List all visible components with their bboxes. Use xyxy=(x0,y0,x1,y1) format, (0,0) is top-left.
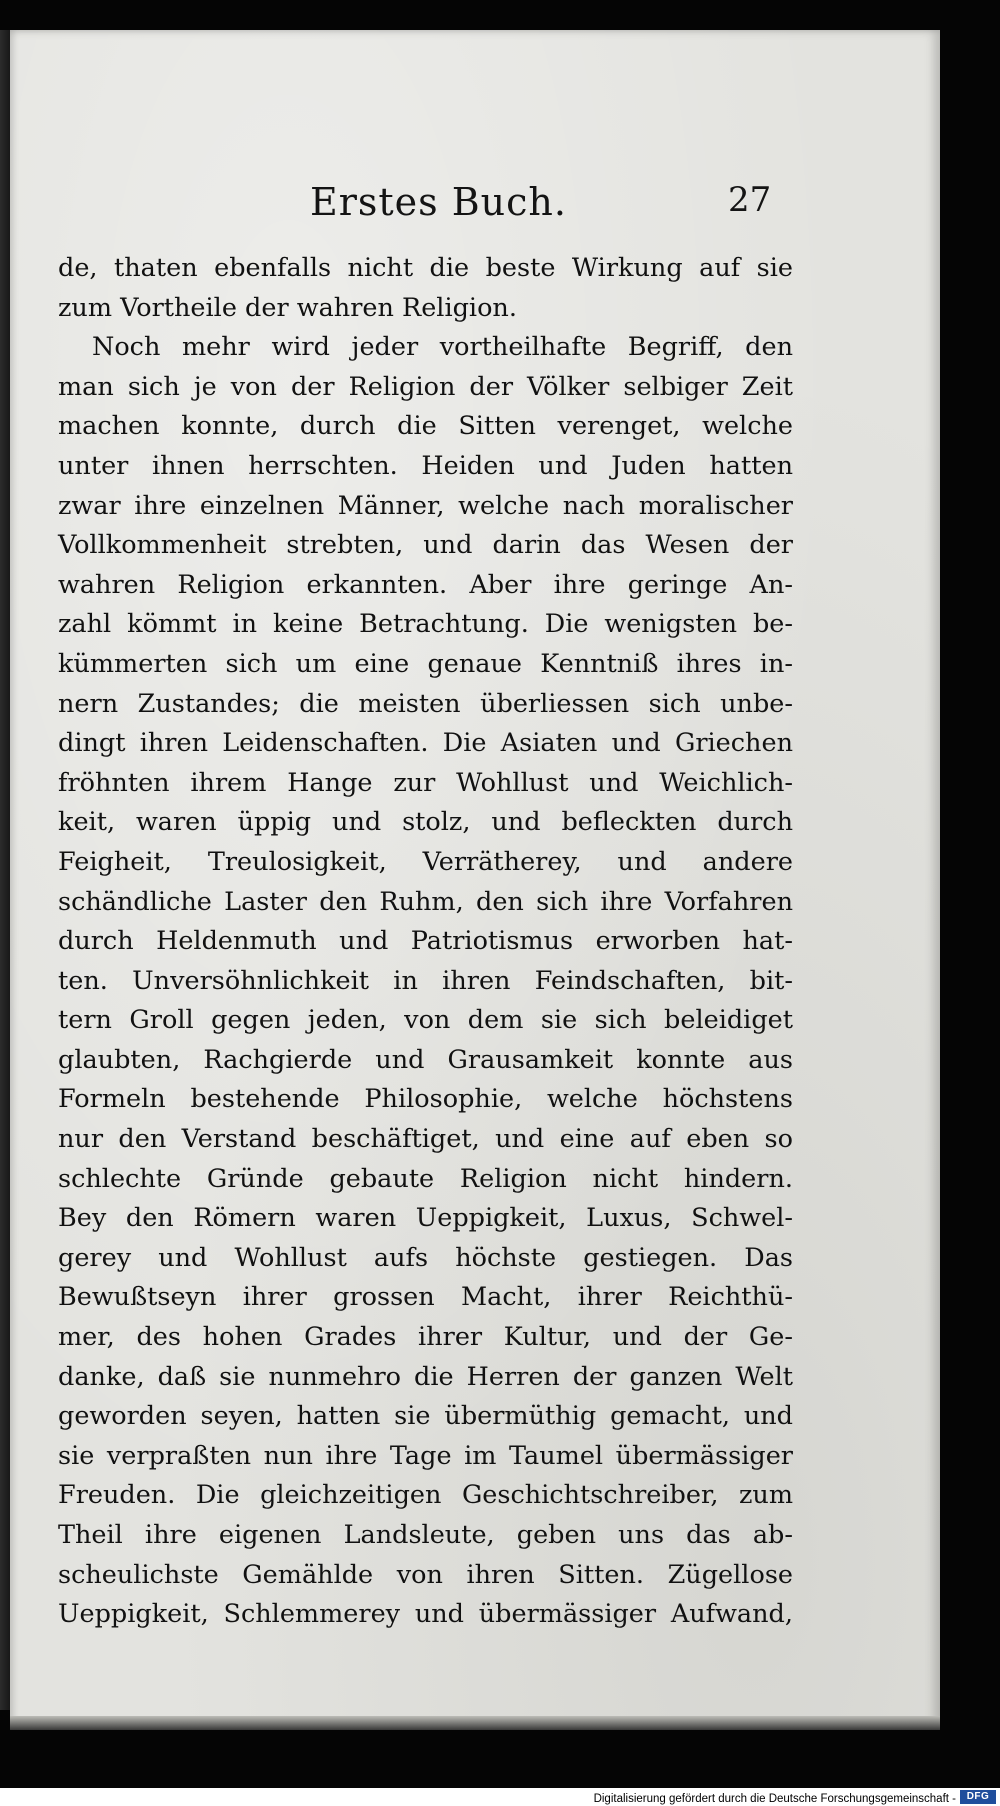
text-line: fröhnten ihrem Hange zur Wohllust und Weichlich- xyxy=(58,767,793,798)
dfg-logo-icon: DFG xyxy=(960,1790,996,1804)
page-header xyxy=(10,180,940,230)
text-line: Feigheit, Treulosigkeit, Verrätherey, und andere xyxy=(58,846,793,877)
text-line: Freuden. Die gleichzeitigen Geschichtschreiber, zum xyxy=(58,1480,793,1511)
text-line: durch Heldenmuth und Patriotismus erworben hat- xyxy=(58,926,793,957)
text-line: nur den Verstand beschäftiget, und eine auf eben so xyxy=(58,1124,793,1155)
running-head: Erstes Buch. xyxy=(310,180,567,224)
text-line: sie verpraßten nun ihre Tage im Taumel übermässiger xyxy=(58,1440,793,1471)
text-line: mer, des hohen Grades ihrer Kultur, und der Ge- xyxy=(58,1322,793,1353)
text-line: Bewußtseyn ihrer grossen Macht, ihrer Reichthü- xyxy=(58,1282,793,1313)
text-line: ten. Unversöhnlichkeit in ihren Feindschaften, bit- xyxy=(58,965,793,996)
text-line: Formeln bestehende Philosophie, welche höchstens xyxy=(58,1084,793,1115)
body-text xyxy=(58,249,793,1635)
text-line: machen konnte, durch die Sitten verenget, welche xyxy=(58,411,793,442)
text-line: Noch mehr wird jeder vortheilhafte Begriff, den xyxy=(92,332,793,363)
text-line: Theil ihre eigenen Landsleute, geben uns das ab- xyxy=(58,1520,793,1550)
text-line: glaubten, Rachgierde und Grausamkeit konnte aus xyxy=(58,1044,793,1075)
text-line: schändliche Laster den Ruhm, den sich ihre Vorfahren xyxy=(58,886,793,917)
text-line: Bey den Römern waren Ueppigkeit, Luxus, Schwel- xyxy=(58,1203,793,1234)
text-line: danke, daß sie nunmehro die Herren der ganzen Welt xyxy=(58,1361,793,1392)
text-line: keit, waren üppig und stolz, und befleckten durch xyxy=(58,807,793,838)
text-line: Vollkommenheit strebten, und darin das Wesen der xyxy=(58,530,793,561)
text-line: de, thaten ebenfalls nicht die beste Wirkung auf sie xyxy=(58,253,793,283)
text-line: schlechte Gründe gebaute Religion nicht hindern. xyxy=(58,1163,793,1194)
page-number: 27 xyxy=(728,180,772,220)
text-line: zum Vortheile der wahren Religion. xyxy=(58,292,517,323)
text-line: geworden seyen, hatten sie übermüthig gemacht, und xyxy=(58,1401,793,1432)
text-line: zwar ihre einzelnen Männer, welche nach moralischer xyxy=(58,490,793,521)
page-bottom-edge xyxy=(10,1716,940,1730)
text-line: dingt ihren Leidenschaften. Die Asiaten und Griechen xyxy=(58,728,793,759)
book-page xyxy=(10,30,940,1730)
text-line: gerey und Wohllust aufs höchste gestiegen. Das xyxy=(58,1242,793,1273)
text-line: unter ihnen herrschten. Heiden und Juden hatten xyxy=(58,450,793,481)
funding-credit: Digitalisierung gefördert durch die Deutsche Forschungsgemeinschaft - xyxy=(593,1793,956,1805)
text-line: Ueppigkeit, Schlemmerey und übermässiger Aufwand, xyxy=(58,1599,793,1630)
digitization-footer xyxy=(0,1788,1000,1806)
text-line: tern Groll gegen jeden, von dem sie sich beleidiget xyxy=(58,1005,793,1036)
text-line: man sich je von der Religion der Völker selbiger Zeit xyxy=(58,371,793,402)
text-line: kümmerten sich um eine genaue Kenntniß ihres in- xyxy=(58,648,793,679)
text-line: wahren Religion erkannten. Aber ihre geringe An- xyxy=(58,569,793,600)
text-line: nern Zustandes; die meisten überliessen sich unbe- xyxy=(58,688,793,719)
text-line: zahl kömmt in keine Betrachtung. Die wenigsten be- xyxy=(58,609,793,640)
text-line: scheulichste Gemählde von ihren Sitten. Zügellose xyxy=(58,1559,793,1590)
